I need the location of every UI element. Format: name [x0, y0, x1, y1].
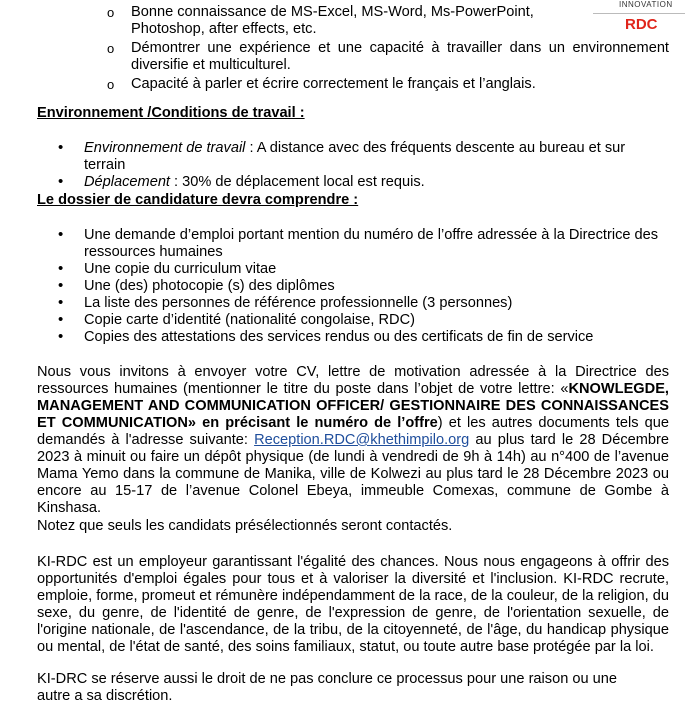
list-item: • Déplacement : 30% de déplacement local est requis. [58, 173, 425, 190]
list-item: • La liste des personnes de référence professionnelle (3 personnes) [58, 294, 513, 311]
bullet-icon: • [58, 311, 64, 328]
env-label: Environnement de travail [84, 140, 246, 156]
bullet-icon: • [58, 294, 64, 311]
circle-bullet-icon: o [107, 41, 115, 56]
bullet-icon: • [58, 173, 64, 190]
list-item: • Une copie du curriculum vitae [58, 260, 277, 277]
list-item: • Une (des) photocopie (s) des diplômes [58, 277, 335, 294]
reserve-paragraph: KI-DRC se réserve aussi le droit de ne pas conclure ce processus pour une raison ou une autre a sa discrétion. [37, 671, 618, 704]
bullet-icon: • [58, 139, 64, 156]
dossier-list [37, 227, 669, 346]
list-item: • Copies des attestations des services rendus ou des certificats de fin de service [58, 328, 594, 345]
logo-line1: INNOVATION [619, 0, 673, 9]
list-item: o Capacité à parler et écrire correctement le français et l’anglais. [107, 76, 536, 92]
env-heading: Environnement /Conditions de travail : [37, 105, 305, 121]
equal-opportunity-paragraph: KI-RDC est un employeur garantissant l'égalité des chances. Nous nous engageons à offrir des opportunités d'emploi égales pour tous et à valoriser la diversité et l'inclusion. KI-RDC recrute, emploie, forme, promeut et rémunère indépendamment de la race, de la couleur, de la religion, du sexe, du genre, de l'identité de genre, de l'expression de genre, de l'orientation sexuelle, de l'origine nationale, de l'ascendance, de la tribu, de la citoyenneté, de l'âge, du handicap physique ou mental, de l'état de santé, des soins familiaux, statut, ou toute autre base protégée par la loi. [37, 554, 669, 655]
invitation-paragraph: Nous vous invitons à envoyer votre CV, lettre de motivation adressée à la Directrice des ressources humaines (mentionner le titre du poste dans l’objet de votre lettre: «KNOWLEGDE, MANAGEMENT AND COMMUNICATION OFFICER/ GESTIONNAIRE DES CONNAISSANCES ET COMMUNICATION» en précisant le numéro de l’offre) et les autres documents tels que demandés à l'adresse suivante: Reception.RDC@khethimpilo.org au plus tard le 28 Décembre 2023 à minuit ou faire un dépôt physique (de lundi à vendredi de 9h à 14h) au n°400 de l’avenue Mama Yemo dans la commune de Manika, ville de Kolwezi au plus tard le 28 Décembre 2023 ou encore au 15-17 de l’avenue Colonel Ebeya, immeuble Comexas, commune de Gombe à Kinshasa. [37, 364, 669, 516]
list-item: • Copie carte d’identité (nationalité congolaise, RDC) [58, 311, 415, 328]
job-title: KNOWLEGDE, MANAGEMENT AND COMMUNICATION OFFICER/ GESTIONNAIRE DES CONNAISSANCES ET COMMUNICATION» en précisant le numéro de l’offre [37, 381, 669, 431]
logo-line2: RDC [625, 16, 658, 33]
list-item: • Une demande d’emploi portant mention du numéro de l’offre adressée à la Directrice des ressources humaines [58, 226, 659, 260]
env-list [37, 140, 669, 191]
bullet-icon: • [58, 277, 64, 294]
circle-bullet-icon: o [107, 77, 115, 92]
email-link[interactable]: Reception.RDC@khethimpilo.org [254, 432, 470, 448]
requirements-list [0, 4, 669, 93]
list-item: o Bonne connaissance de MS-Excel, MS-Word, Ms-PowerPoint, Photoshop, after effects, etc. [107, 4, 534, 37]
bullet-icon: • [58, 260, 64, 277]
bullet-icon: • [58, 226, 64, 243]
bullet-icon: • [58, 328, 64, 345]
env-label: Déplacement [84, 174, 170, 190]
dossier-heading: Le dossier de candidature devra comprendre : [37, 192, 359, 208]
note-paragraph: Notez que seuls les candidats présélectionnés seront contactés. [37, 518, 453, 534]
circle-bullet-icon: o [107, 5, 115, 20]
list-item: o Démontrer une expérience et une capacité à travailler dans un environnement diversifie et multiculturel. [107, 40, 669, 73]
list-item: • Environnement de travail : A distance avec des fréquents descente au bureau et sur terrain [58, 139, 626, 173]
